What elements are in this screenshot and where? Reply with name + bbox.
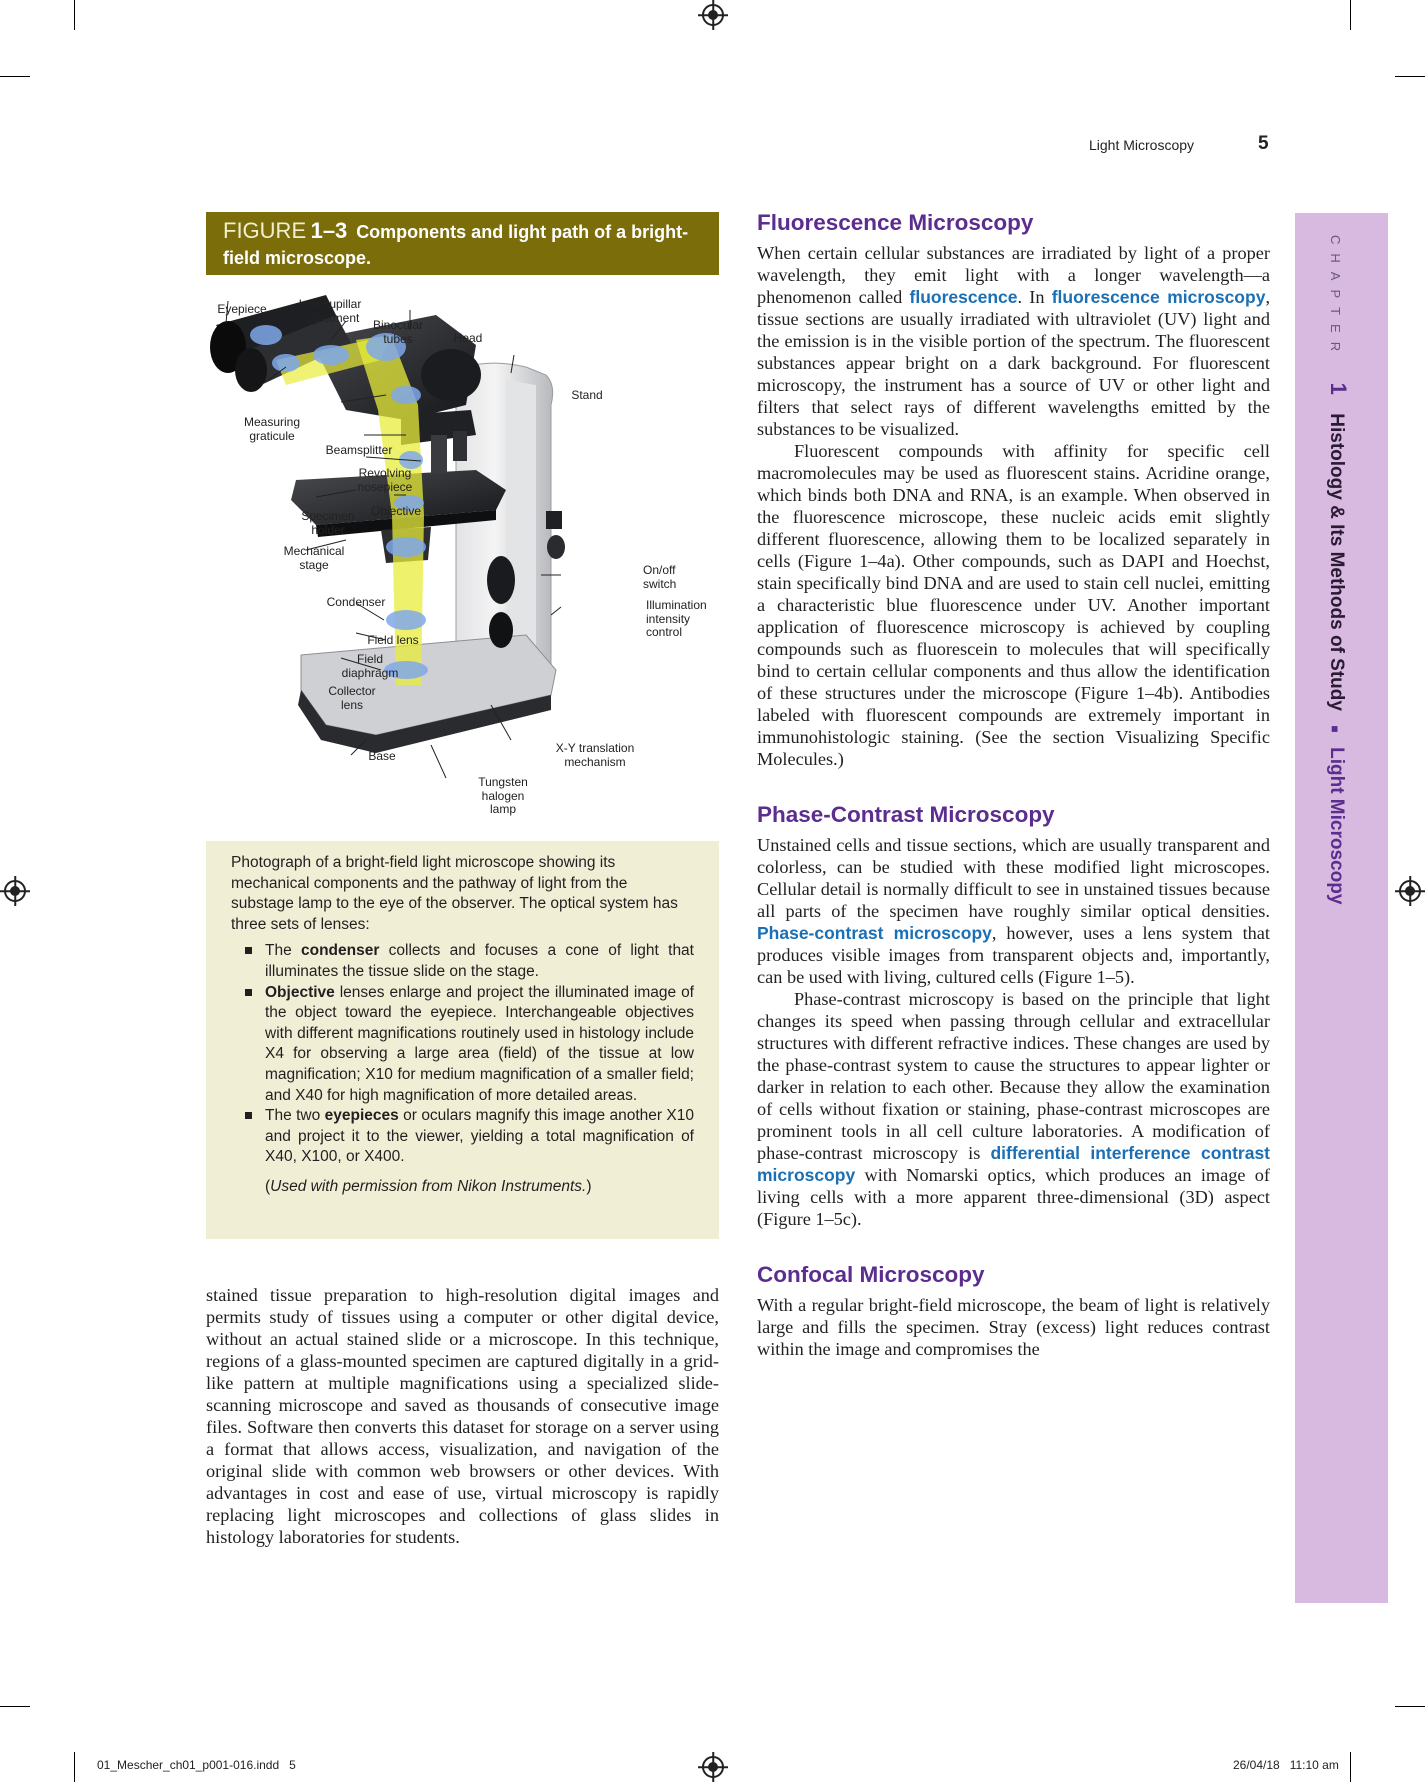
figure-title-banner <box>206 212 719 275</box>
label-mechanical: Mechanical stage <box>283 544 345 572</box>
side-tab-bullet: ■ <box>1328 725 1342 733</box>
label-beamsplitter: Beamsplitter <box>325 443 393 457</box>
label-onoff: On/off switch <box>643 563 677 591</box>
label-binocular: Binocular tubes <box>372 318 424 346</box>
right-column <box>757 210 1270 1360</box>
crop-mark <box>1350 1752 1351 1782</box>
caption-bullet-list <box>231 941 694 1168</box>
crop-mark <box>0 76 30 77</box>
side-tab-part1: Histology & Its Methods of Study <box>1326 413 1347 711</box>
fluorescence-paragraph-1: When certain cellular substances are irradiated by light of a proper wavelength, they emit light with a longer wavelength—a phenomenon called fluorescence. In fluorescence microscopy, tissue sections are usually irradiated with ultraviolet (UV) light and the emission is in the visible portion of the spectrum. The fluorescent substances appear bright on a dark background. For fluorescent microscopy, the instrument has a source of UV or other light and filters that select rays of different wavelengths emitted by the substances to be visualized. <box>757 243 1271 439</box>
side-tab-part2: Light Microscopy <box>1326 747 1347 905</box>
label-measuring: Measuring graticule <box>243 415 301 443</box>
figure-caption <box>206 841 719 1239</box>
crop-mark <box>1395 1706 1425 1707</box>
section-heading-fluorescence: Fluorescence Microscopy <box>757 210 1034 235</box>
bullet-square-icon <box>245 947 252 954</box>
page-number: 5 <box>1258 133 1269 154</box>
caption-intro: Photograph of a bright-field light microscope showing its mechanical components and the pathway of light from the substage lamp to the eye of the observer. The optical system has three sets of lenses: <box>231 854 678 933</box>
label-stand: Stand <box>571 388 603 402</box>
label-base: Base <box>368 749 396 763</box>
label-specimen: Specimen holder <box>301 509 355 537</box>
bullet-square-icon <box>245 1112 252 1119</box>
label-tungsten: Tungsten halogen lamp <box>478 775 528 816</box>
caption-bullet: The condenser collects and focuses a cone of light that illuminates the tissue slide on the stage. <box>265 941 694 982</box>
label-eyepiece: Eyepiece <box>217 302 267 316</box>
chapter-number: 1 <box>1326 382 1351 395</box>
figure-title: Components and light path of a bright-field microscope. <box>223 222 689 268</box>
crop-mark <box>74 1752 75 1782</box>
footer-date: 26/04/18 11:10 am <box>1233 1758 1339 1772</box>
registration-mark-icon <box>702 1756 724 1778</box>
section-heading-phase-contrast: Phase-Contrast Microscopy <box>757 802 1055 827</box>
label-head: Head <box>453 331 483 345</box>
label-field-lens: Field lens <box>367 633 419 647</box>
crop-mark <box>74 0 75 30</box>
term-dic-microscopy: differential interference contrast microscopy <box>757 1143 1270 1185</box>
label-objective: Objective <box>370 504 422 518</box>
term-fluorescence: fluorescence <box>909 287 1018 307</box>
label-revolving: Revolving nosepiece <box>357 466 413 494</box>
crop-mark <box>1395 76 1425 77</box>
phase-paragraph-1: Unstained cells and tissue sections, which are usually transparent and colorless, can be studied with these modified light microscopes. Cellular detail is normally difficult to see in unstained tissues because all parts of the specimen have roughly similar optical densities. Phase-contrast microscopy, however, uses a lens system that produces visible images from transparent objects and, importantly, can be used with living, cultured cells (Figure 1–5). <box>757 835 1271 987</box>
label-xy: X-Y translation mechanism <box>555 741 635 769</box>
label-interpupillar: Interpupillar adjustment <box>298 297 362 325</box>
footer-file: 01_Mescher_ch01_p001-016.indd 5 <box>97 1758 296 1772</box>
caption-bullet: Objective lenses enlarge and project the illuminated image of the object toward the eyepiece. Interchangeable objectives with different magnifications routinely used in histology include X4 for observing a large area (field) of the tissue at low magnification; X10 for medium magnification of a smaller field; and X40 for high magnification of more detailed areas. <box>265 983 694 1107</box>
label-collector: Collector lens <box>328 684 376 712</box>
registration-mark-icon <box>702 4 724 26</box>
registration-mark-icon <box>1399 880 1421 902</box>
figure-credit: (Used with permission from Nikon Instruments.) <box>265 1177 592 1195</box>
crop-mark <box>1350 0 1351 30</box>
side-tab-text <box>1325 235 1351 904</box>
left-column-paragraph: stained tissue preparation to high-resolution digital images and permits study of tissues using a computer or other digital device, without an actual stained slide or a microscope. In this technique, regions of a glass-mounted specimen are captured digitally in a grid-like pattern at multiple magnifications using a specialized slide-scanning microscope and saved as thousands of consecutive image files. Software then converts this dataset for storage on a server using a format that allows access, visualization, and navigation of the original slide with common web browsers or other devices. With advantages in cost and ease of use, virtual microscopy is rapidly replacing light microscopes and collections of glass slides in histology laboratories for students. <box>206 1285 719 1547</box>
term-fluorescence-microscopy: fluorescence microscopy <box>1051 287 1266 307</box>
figure-number: 1–3 <box>310 218 348 243</box>
bullet-square-icon <box>245 989 252 996</box>
term-phase-contrast: Phase-contrast microscopy <box>757 923 992 943</box>
label-field-diaphragm: Field diaphragm <box>341 652 399 680</box>
confocal-paragraph-1: With a regular bright-field microscope, the beam of light is relatively large and fills the specimen. Stray (excess) light reduces contrast within the image and compromises the <box>757 1295 1270 1359</box>
label-condenser: Condenser <box>326 595 386 609</box>
running-head: Light Microscopy <box>1089 137 1195 153</box>
label-illumination: Illumination intensity control <box>646 598 707 639</box>
caption-bullet: The two eyepieces or oculars magnify this image another X10 and project it to the viewer, yielding a total magnification of X40, X100, or X400. <box>265 1106 694 1168</box>
phase-paragraph-2: Phase-contrast microscopy is based on the principle that light changes its speed when passing through cellular and extracellular structures with different refractive indices. These changes are used by the phase-contrast system to cause the structures to appear lighter or darker in relation to each other. Because they allow the examination of cells without fixation or staining, phase-contrast microscopes are prominent tools in all cell culture laboratories. A modification of phase-contrast microscopy is differential interference contrast microscopy with Nomarski optics, which produces an image of living cells with a more apparent three-dimensional (3D) aspect (Figure 1–5c). <box>757 989 1270 1229</box>
section-heading-confocal: Confocal Microscopy <box>757 1262 985 1287</box>
figure-label: FIGURE <box>223 218 307 243</box>
chapter-word: CHAPTER <box>1328 235 1343 361</box>
chapter-side-tab <box>1295 213 1388 1603</box>
registration-mark-icon <box>4 880 26 902</box>
fluorescence-paragraph-2: Fluorescent compounds with affinity for specific cell macromolecules may be used as fluorescent stains. Acridine orange, which binds both DNA and RNA, is an example. When observed in the fluorescence microscope, these nucleic acids emit slightly different fluorescence, allowing them to be localized separately in cells (Figure 1–4a). Other compounds, such as DAPI and Hoechst, stain specifically bind DNA and are used to stain cell nuclei, emitting a characteristic blue fluorescence under UV. Another important application of fluorescence microscopy is achieved by coupling compounds such as fluorescein to molecules that will specifically bind to certain cellular components and thus allow the identification of these structures under the microscope (Figure 1–4b). Antibodies labeled with fluorescent compounds are extremely important in immunohistologic staining. (See the section Visualizing Specific Molecules.) <box>757 441 1270 769</box>
crop-mark <box>0 1706 30 1707</box>
